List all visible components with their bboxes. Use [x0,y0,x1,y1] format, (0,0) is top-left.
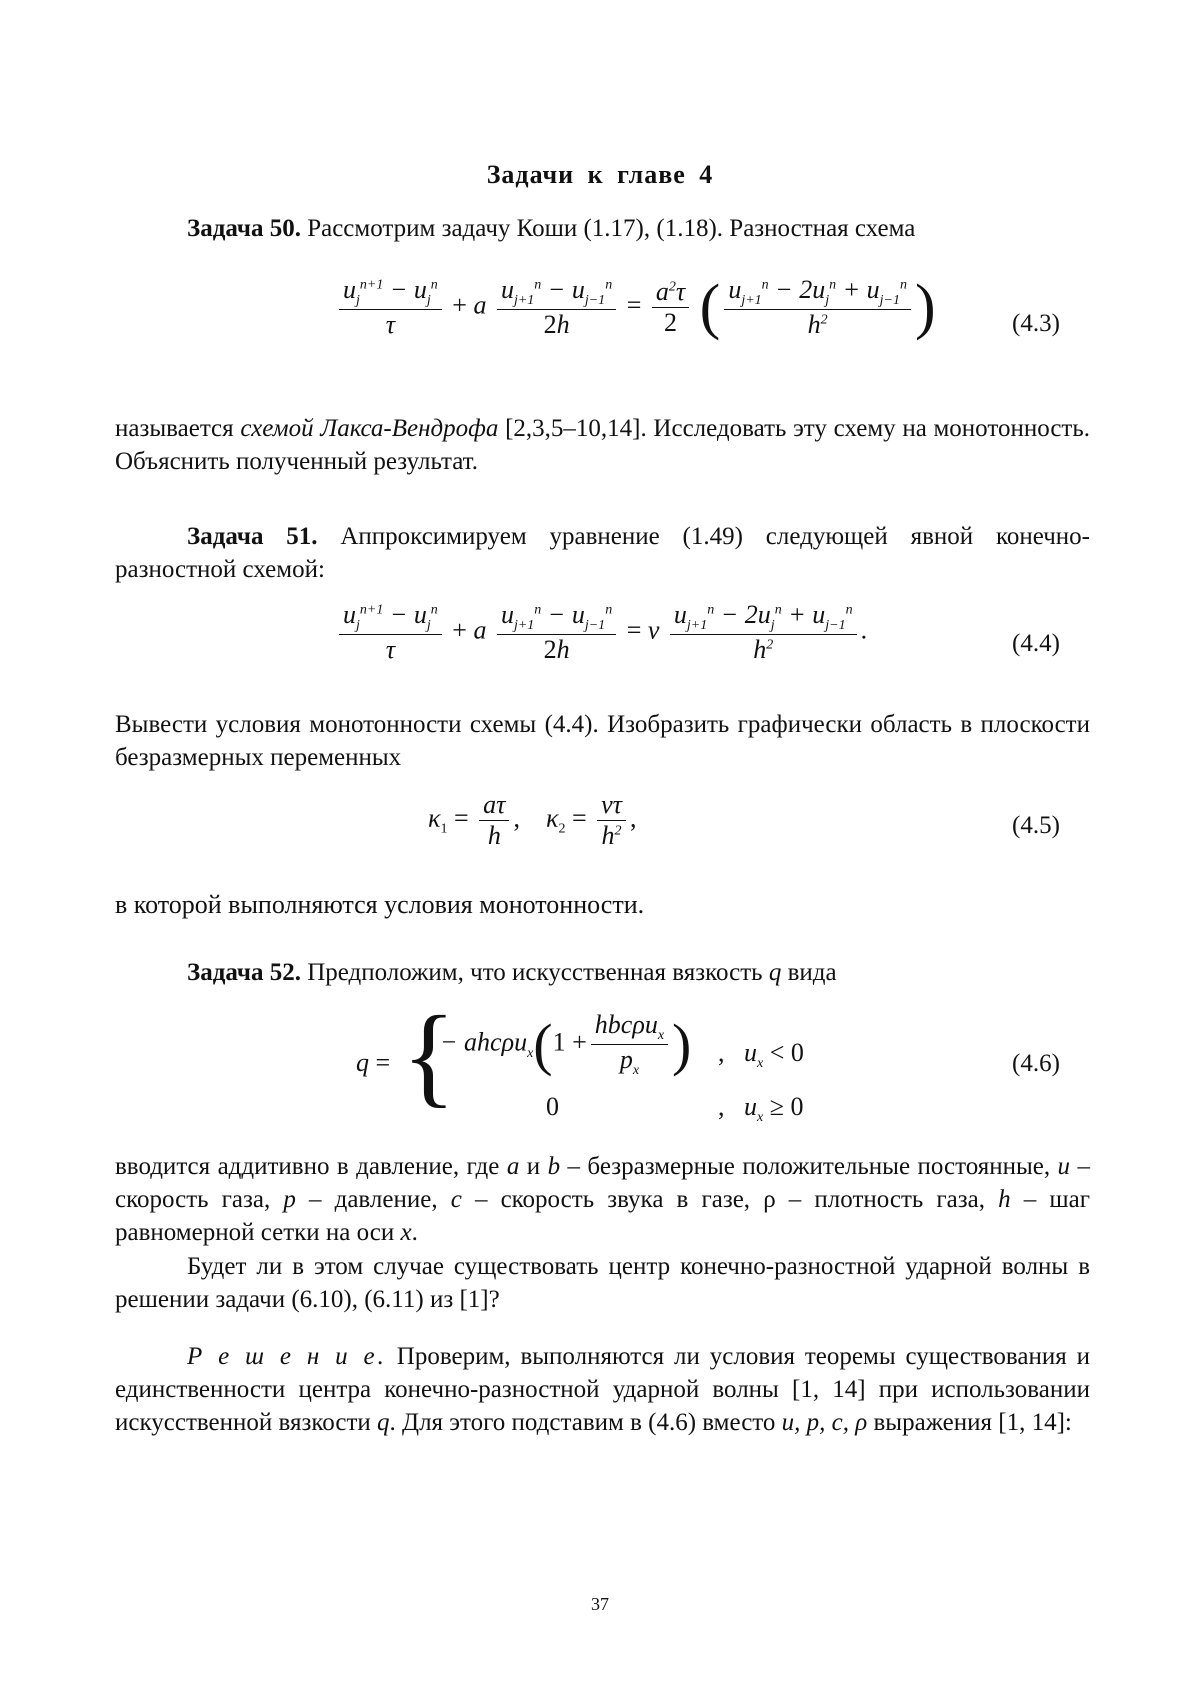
task52-label: Задача 52. [187,959,301,986]
chapter-heading: Задачи к главе 4 [486,160,714,189]
solution-label: Р е ш е н и е. [187,1343,387,1370]
task52-question: Будет ли в этом случае существовать центр конечно-разностной ударной волны в решении задачи (6.10), (6.11) из [1]? [115,1253,1090,1313]
equation-4-6: q = { − ahcρu$_x$(1 + $\frac{hbc\rho u_x}{p_x}$ ) , $u_x < 0$ 0 , $u_x \ge 0$ [356,994,804,1126]
task50-description: называется схемой Лакса-Вендрофа [2,3,5–10,14]. Исследовать эту схему на монотонность. Объяснить полученный результат. [115,415,1091,475]
eq-number-4-3: (4.3) [1012,310,1060,337]
task51-label: Задача 51. [187,523,318,550]
equation-4-5: $\kappa_1$ = $\frac{a\tau}{h}$ , $\kappa_2$ = $\frac{\nu\tau}{h^2}$ , [428,790,637,850]
task51-description: Вывести условия монотонности схемы (4.4). Изобразить графически область в плоскости безразмерных переменных [115,711,1090,771]
task52-description: вводится аддитивно в давление, где a и b – безразмерные положительные постоянные, u – скорость газа, p – давление, c – скорость звука в газе, ρ – плотность газа, h – шаг равномерной сетки на оси x. [115,1153,1091,1246]
scheme-name: схемой Лакса-Вендрофа [240,415,499,442]
eq-number-4-6: (4.6) [1012,1050,1060,1077]
page-number: 37 [591,1594,609,1614]
task52-intro: Задача 52. Предположим, что искусственная вязкость q вида [187,959,837,986]
equation-4-3: $\frac{u_j^{n+1} - u_j^n}{\tau}$ + a $\frac{u_{j+1}^n - u_{j-1}^n}{2h}$ = $\frac{a^2\tau}{2}$ ( $\frac{u_{j+1}^n - 2u_j^n + u_{j-1}^n}{h^2}$ ) [335,272,936,343]
eq-number-4-5: (4.5) [1012,812,1060,839]
equation-4-4: $\frac{u_j^{n+1} - u_j^n}{\tau}$ + a $\frac{u_{j+1}^n - u_{j-1}^n}{2h}$ = ν $\frac{u_{j+1}^n - 2u_j^n + u_{j-1}^n}{h^2}$ . [335,600,867,665]
task50-intro: Задача 50. Рассмотрим задачу Коши (1.17), (1.18). Разностная схема [187,215,916,242]
task51-conclusion: в которой выполняются условия монотонности. [115,890,645,919]
eq-number-4-4: (4.4) [1012,630,1060,657]
task50-label: Задача 50. [187,215,301,242]
task51-intro: Задача 51. Аппроксимируем уравнение (1.49) следующей явной конечно-разностной схемой: [115,523,1090,583]
task52-solution: Р е ш е н и е. Проверим, выполняются ли условия теоремы существования и единственности центра конечно-разностной ударной волны [1, 14] при использовании искусственной вязкости q. Для этого подставим в (4.6) вместо u, p, c, ρ выражения [1, 14]: [115,1343,1090,1436]
